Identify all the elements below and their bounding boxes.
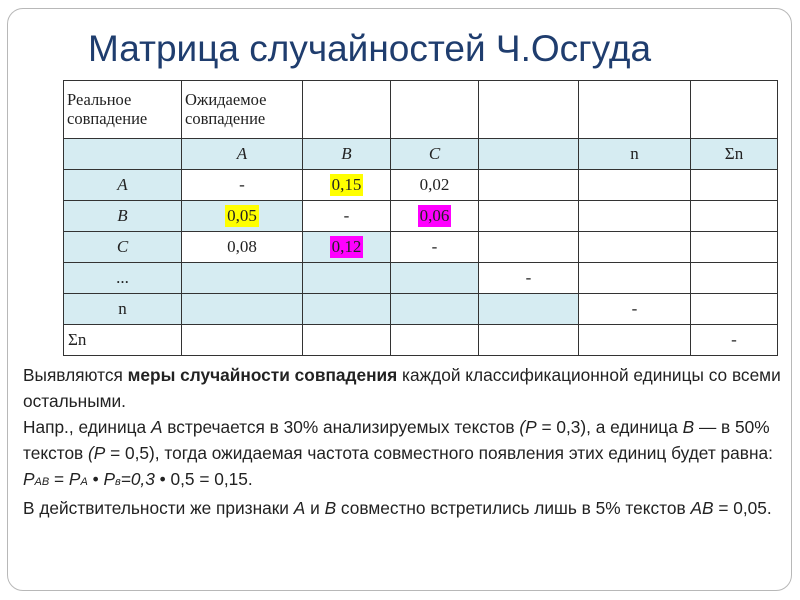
table-cell — [691, 201, 778, 232]
table-cell: - — [579, 294, 691, 325]
col-label-a: A — [182, 139, 303, 170]
table-cell — [579, 263, 691, 294]
table-cell: - — [391, 232, 479, 263]
table-cell — [479, 201, 579, 232]
table-row — [64, 263, 778, 294]
row-label: C — [64, 232, 182, 263]
row-label: ... — [64, 263, 182, 294]
header-empty — [391, 81, 479, 139]
table-cell — [303, 263, 391, 294]
table-cell — [479, 325, 579, 356]
col-label-empty — [479, 139, 579, 170]
table-cell: 0,08 — [182, 232, 303, 263]
table-cell: - — [479, 263, 579, 294]
table-cell — [479, 294, 579, 325]
header-row — [64, 81, 778, 139]
table-cell — [303, 294, 391, 325]
table-cell — [579, 325, 691, 356]
description-paragraph: В действительности же признаки А и В совместно встретились лишь в 5% текстов АВ = 0,05. — [23, 498, 772, 518]
table-cell — [691, 232, 778, 263]
table-cell — [391, 294, 479, 325]
table-cell — [182, 263, 303, 294]
table-cell — [579, 201, 691, 232]
table-row — [64, 170, 778, 201]
highlighted-value: 0,06 — [418, 205, 452, 227]
table-cell — [182, 325, 303, 356]
header-expected-match: Ожидаемое совпадение — [182, 81, 303, 139]
contingency-matrix — [63, 80, 778, 356]
highlighted-value: 0,15 — [330, 174, 364, 196]
header-empty — [479, 81, 579, 139]
col-label-b: B — [303, 139, 391, 170]
table-cell — [303, 325, 391, 356]
description-text — [23, 362, 783, 521]
table-cell — [391, 201, 479, 232]
table-cell: - — [691, 325, 778, 356]
table-cell — [479, 170, 579, 201]
table-cell — [691, 294, 778, 325]
page-title: Матрица случайностей Ч.Осгуда — [88, 28, 652, 69]
table-row — [64, 294, 778, 325]
col-label-sum-n: Σn — [691, 139, 778, 170]
highlighted-value: 0,12 — [330, 236, 364, 258]
table-cell — [691, 263, 778, 294]
row-label: B — [64, 201, 182, 232]
table-cell — [579, 170, 691, 201]
col-label-n: n — [579, 139, 691, 170]
table-cell — [182, 201, 303, 232]
column-labels-row — [64, 139, 778, 170]
table-cell — [182, 294, 303, 325]
table-cell — [391, 263, 479, 294]
table-cell: 0,02 — [391, 170, 479, 201]
table-cell — [579, 232, 691, 263]
header-real-match: Реальное совпадение — [64, 81, 182, 139]
table-cell — [391, 325, 479, 356]
table-cell — [691, 170, 778, 201]
row-label: Σn — [64, 325, 182, 356]
description-paragraph: Выявляются меры случайности совпадения каждой классификационной единицы со всеми остальными. — [23, 365, 781, 411]
table-cell — [303, 232, 391, 263]
row-label: n — [64, 294, 182, 325]
table-cell — [303, 170, 391, 201]
table-row — [64, 325, 778, 356]
header-empty — [691, 81, 778, 139]
table-row — [64, 201, 778, 232]
table-cell: - — [303, 201, 391, 232]
highlighted-value: 0,05 — [225, 205, 259, 227]
table-cell — [479, 232, 579, 263]
header-empty — [579, 81, 691, 139]
header-empty — [303, 81, 391, 139]
description-paragraph: Напр., единица А встречается в 30% анализируемых текстов (Р = 0,3), а единица В — в 50% текстов (Р = 0,5), тогда ожидаемая частота совместного появления этих единиц будет равна: РАВ = РА • Рв=0,3 • 0,5 = 0,15. — [23, 417, 773, 489]
table-cell: - — [182, 170, 303, 201]
col-label-c: C — [391, 139, 479, 170]
table-row — [64, 232, 778, 263]
row-label: A — [64, 170, 182, 201]
corner-cell — [64, 139, 182, 170]
